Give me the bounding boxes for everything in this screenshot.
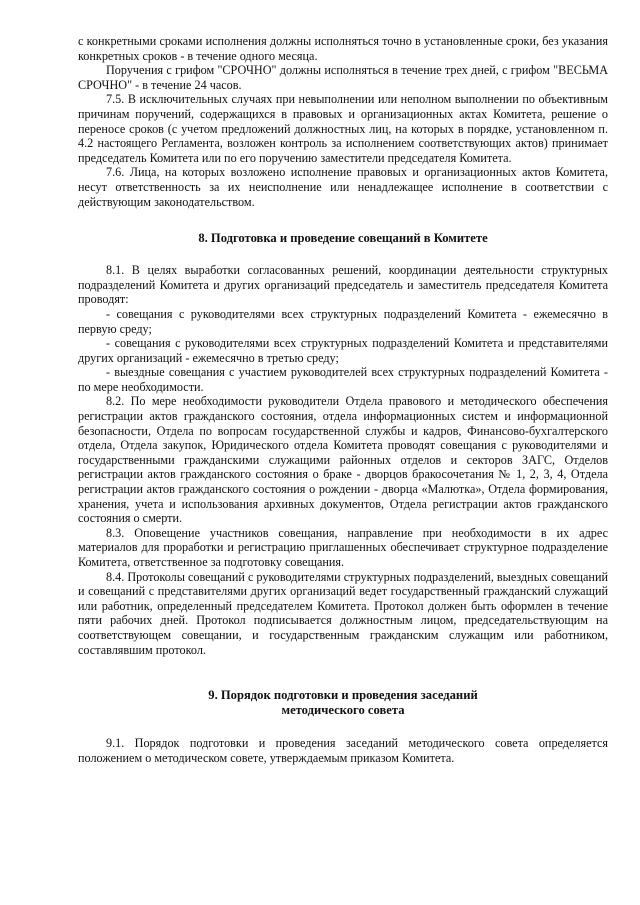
paragraph: 7.6. Лица, на которых возложено исполнение правовых и организационных актов Комитета, несут ответственность за их неисполнение или ненадлежащее исполнение в соответствии с действующим законодательством. xyxy=(78,165,608,209)
section-9-heading xyxy=(78,688,608,718)
document-body xyxy=(78,34,608,765)
section-8-heading: 8. Подготовка и проведение совещаний в Комитете xyxy=(198,231,488,246)
paragraph: 8.3. Оповещение участников совещания, направление при необходимости в их адрес материалов для проработки и регистрацию приглашенных обеспечивает структурное подразделение Комитета, ответственное за подготовку совещания. xyxy=(78,525,608,569)
paragraph: 8.4. Протоколы совещаний с руководителями структурных подразделений, выездных совещаний и совещаний с представителями других организаций ведет государственный гражданский служащий или работник, определенный председателем Комитета. Протокол должен быть оформлен в течение пяти рабочих дней. Протокол подписывается должностным лицом, председательствующим на соответствующем совещании, и государственным гражданским служащим или работником, составлявшим протокол. xyxy=(78,569,608,657)
paragraph: 8.1. В целях выработки согласованных решений, координации деятельности структурных подразделений Комитета и других организаций председатель и заместитель председателя Комитета проводят: xyxy=(78,263,608,307)
paragraph: Поручения с грифом "СРОЧНО" должны исполняться в течение трех дней, с грифом "ВЕСЬМА СРОЧНО" - в течение 24 часов. xyxy=(78,63,608,92)
list-item: - совещания с руководителями всех структурных подразделений Комитета и представителями других организаций - ежемесячно в третью среду; xyxy=(78,336,608,365)
paragraph: 8.2. По мере необходимости руководители Отдела правового и методического обеспечения регистрации актов гражданского состояния, отдела информационных систем и информационной безопасности, Отдела по вопросам государственной службы и кадров, Финансово-бухгалтерского отдела, Отдела закупок, Юридического отдела Комитета проводят совещания с руководителями и государственными гражданскими служащими районных отделов и секторов ЗАГС, Отделов регистрации актов гражданского состояния о браке - дворцов бракосочетания № 1, 2, 3, 4, Отдела регистрации актов гражданского состояния о рождении - дворца «Малютка», Отдела формирования, хранения, учета и использования архивных документов, Отдела регистрации актов гражданского состояния о смерти. xyxy=(78,394,608,526)
paragraph: с конкретными сроками исполнения должны исполняться точно в установленные сроки, без указания конкретных сроков - в течение одного месяца. xyxy=(78,34,608,63)
list-item: - выездные совещания с участием руководителей всех структурных подразделений Комитета - по мере необходимости. xyxy=(78,365,608,394)
paragraph: 7.5. В исключительных случаях при невыполнении или неполном выполнении по объективным причинам поручений, содержащихся в правовых и организационных актах Комитета, решение о переносе сроков (с учетом предложений должностных лиц, на которых в порядке, установленном п. 4.2 настоящего Регламента, возложен контроль за исполнением соответствующих актов) принимает председатель Комитета или по его поручению заместители председателя Комитета. xyxy=(78,92,608,165)
section-9-heading-line: методического совета xyxy=(281,703,405,718)
list-item: - совещания с руководителями всех структурных подразделений Комитета - ежемесячно в первую среду; xyxy=(78,306,608,336)
paragraph: 9.1. Порядок подготовки и проведения заседаний методического совета определяется положением о методическом совете, утверждаемым приказом Комитета. xyxy=(78,736,608,765)
section-9-heading-line: 9. Порядок подготовки и проведения заседаний xyxy=(208,688,478,703)
